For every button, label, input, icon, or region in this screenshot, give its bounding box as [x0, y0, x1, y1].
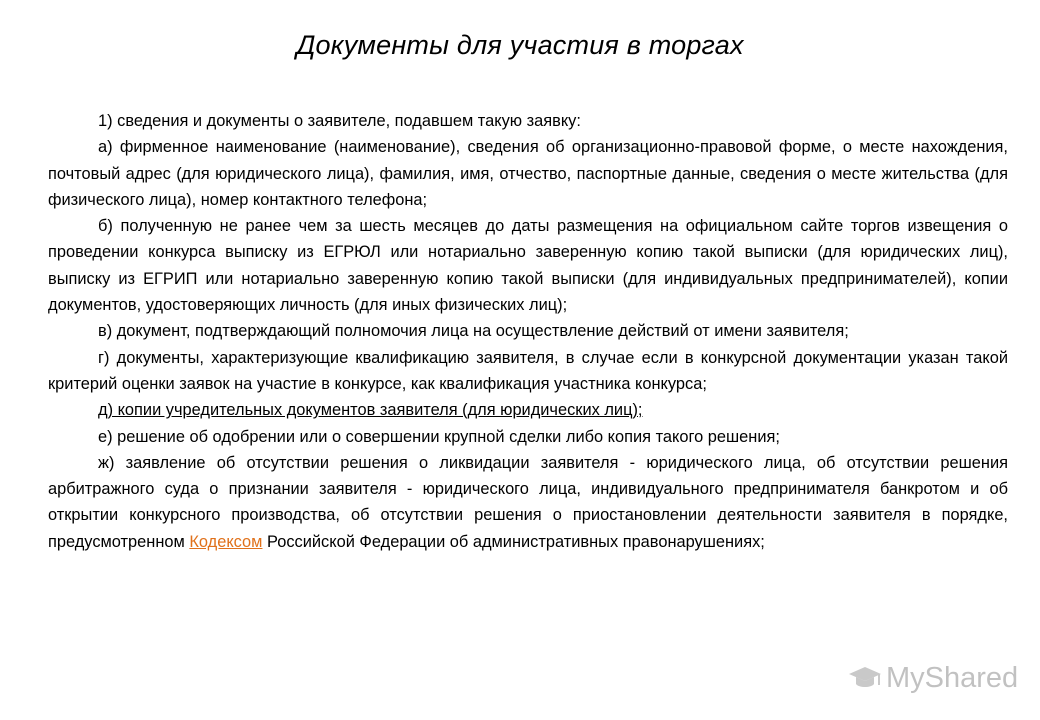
slide-title: Документы для участия в торгах	[296, 30, 744, 60]
document-list	[48, 108, 1008, 555]
underlined-text: д) копии учредительных документов заявителя (для юридических лиц);	[98, 401, 643, 420]
paragraph-d	[48, 397, 1008, 423]
watermark	[848, 658, 1018, 698]
paragraph-e: е) решение об одобрении или о совершении крупной сделки либо копия такого решения;	[98, 427, 780, 446]
paragraph-v: в) документ, подтверждающий полномочия лица на осуществление действий от имени заявителя;	[98, 322, 849, 341]
mortarboard-icon	[848, 661, 882, 695]
paragraph-zh	[48, 450, 1008, 555]
paragraph-zh-text: ж) заявление об отсутствии решения о ликвидации заявителя - юридического лица, об отсутствии решения арбитражного суда о признании заявителя - юридического лица, индивидуального предпринимателя банкротом и об открытии конкурсного производства, об отсутствии решения о приостановлении деятельности заявителя в порядке, предусмотренном	[48, 453, 1008, 551]
paragraph-zh-tail: Российской Федерации об административных правонарушениях;	[267, 532, 765, 551]
paragraph-b: б) полученную не ранее чем за шесть месяцев до даты размещения на официальном сайте торгов извещения о проведении конкурса выписку из ЕГРЮЛ или нотариально заверенную копию такой выписки (для юридических лиц), выписку из ЕГРИП или нотариально заверенную копию такой выписки (для индивидуальных предпринимателей), копии документов, удостоверяющих личность (для иных физических лиц);	[48, 217, 1008, 315]
paragraph-a: а) фирменное наименование (наименование), сведения об организационно-правовой форме, о месте нахождения, почтовый адрес (для юридического лица), фамилия, имя, отчество, паспортные данные, сведения о месте жительства (для физического лица), номер контактного телефона;	[48, 138, 1008, 209]
paragraph-1: 1) сведения и документы о заявителе, подавшем такую заявку:	[98, 112, 581, 130]
codex-link[interactable]: Кодексом	[189, 532, 263, 551]
paragraph-g: г) документы, характеризующие квалификацию заявителя, в случае если в конкурсной документации указан такой критерий оценки заявок на участие в конкурсе, как квалификация участника конкурса;	[48, 348, 1008, 393]
watermark-text: MyShared	[886, 661, 1019, 694]
